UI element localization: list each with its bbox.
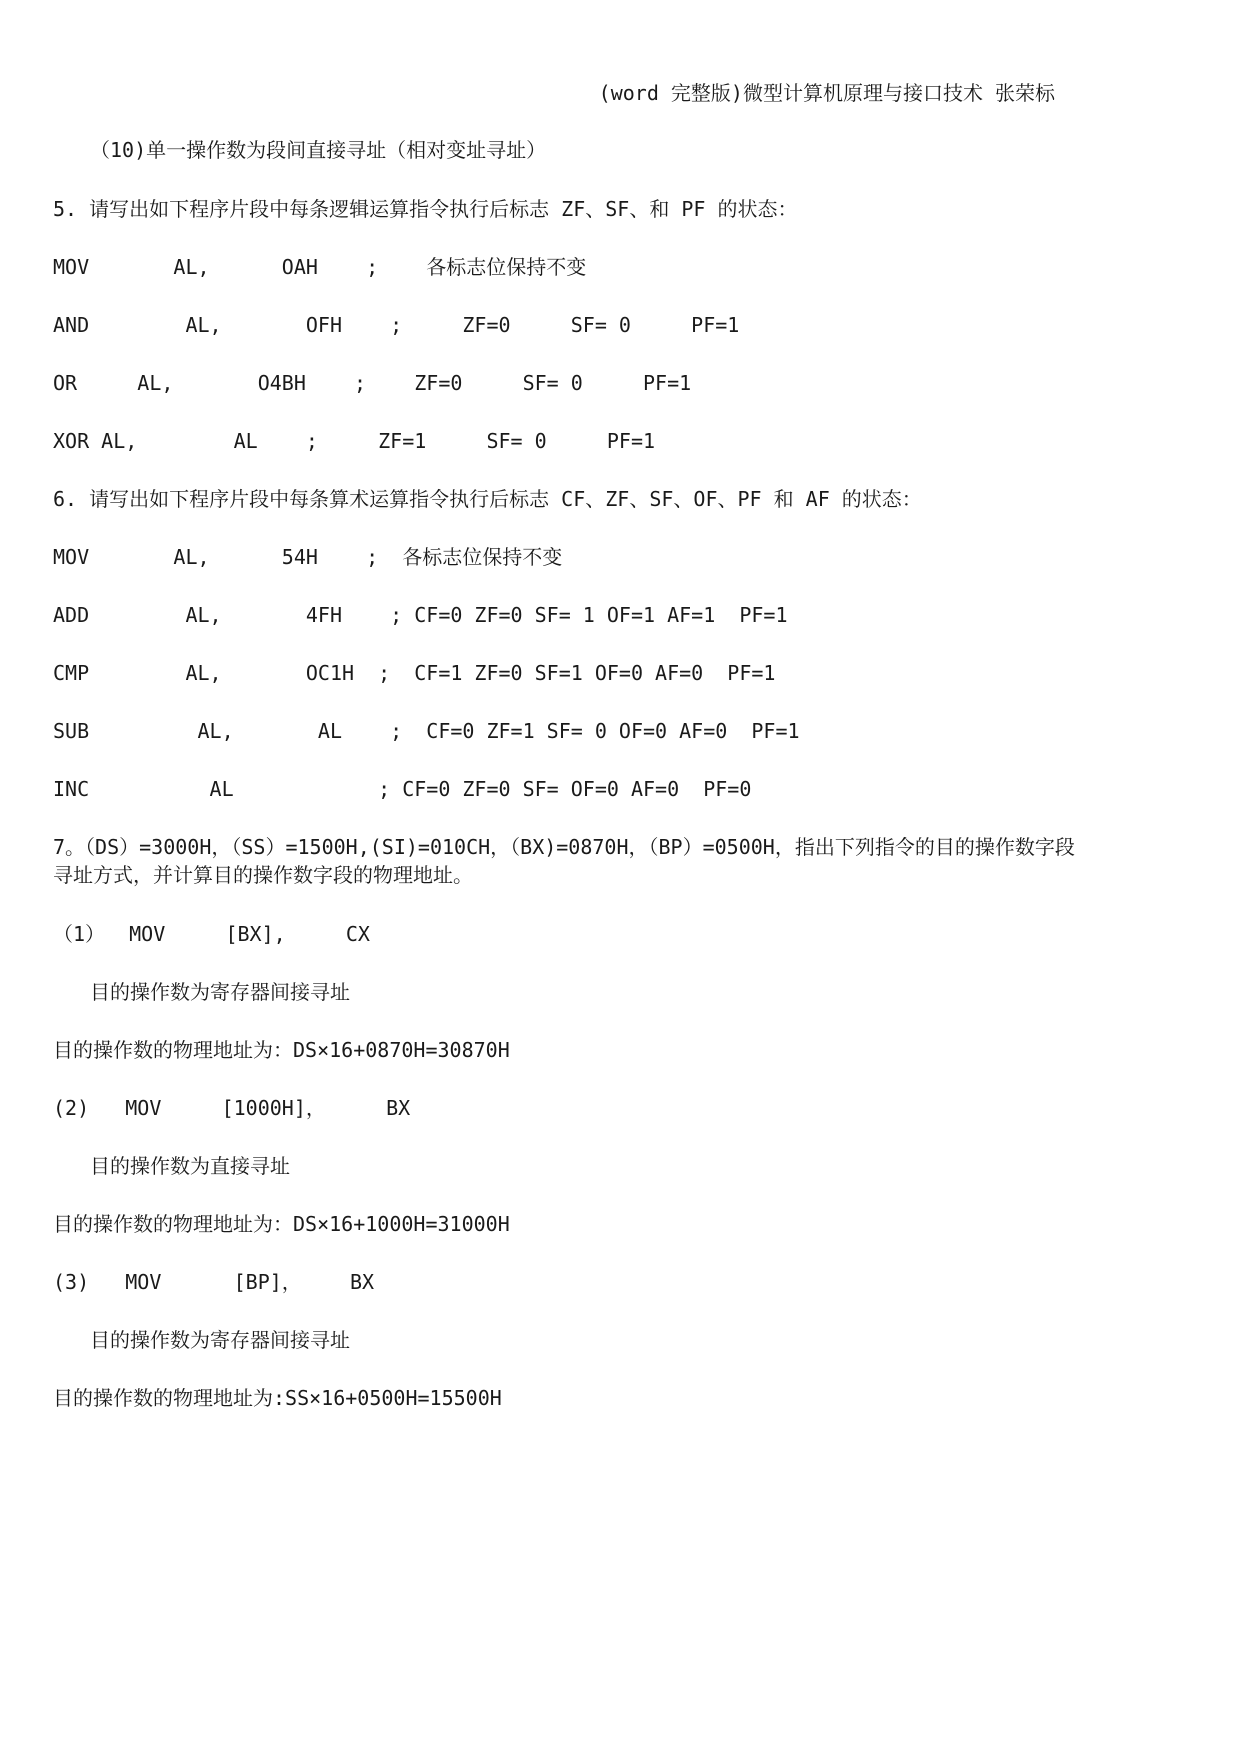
q4-item-10: （10)单一操作数为段间直接寻址（相对变址寻址） <box>90 138 547 162</box>
q7-title-line-2: 寻址方式，并计算目的操作数字段的物理地址。 <box>53 863 473 887</box>
q7-2-physical-address: 目的操作数的物理地址为：DS×16+1000H=31000H <box>53 1212 510 1236</box>
q5-code-line-3: OR AL, O4BH ; ZF=0 SF= 0 PF=1 <box>53 371 692 395</box>
q7-3-physical-address: 目的操作数的物理地址为:SS×16+0500H=15500H <box>53 1386 502 1410</box>
q6-code-line-4: SUB AL, AL ; CF=0 ZF=1 SF= 0 OF=0 AF=0 PF=1 <box>53 719 800 743</box>
q6-title: 6. 请写出如下程序片段中每条算术运算指令执行后标志 CF、ZF、SF、OF、PF 和 AF 的状态： <box>53 487 922 511</box>
q7-title-line-1: 7。（DS）=3000H，（SS）=1500H,(SI)=010CH，（BX)=0870H，（BP）=0500H，指出下列指令的目的操作数字段 <box>53 835 1075 859</box>
q6-code-line-3: CMP AL, OC1H ; CF=1 ZF=0 SF=1 OF=0 AF=0 PF=1 <box>53 661 776 685</box>
q6-code-line-2: ADD AL, 4FH ; CF=0 ZF=0 SF= 1 OF=1 AF=1 PF=1 <box>53 603 788 627</box>
page-header: (word 完整版)微型计算机原理与接口技术 张荣标 <box>598 81 1055 105</box>
q7-3-addressing-mode: 目的操作数为寄存器间接寻址 <box>90 1328 350 1352</box>
q5-code-line-2: AND AL, OFH ; ZF=0 SF= 0 PF=1 <box>53 313 740 337</box>
q6-code-line-1: MOV AL, 54H ; 各标志位保持不变 <box>53 545 563 569</box>
q6-code-line-5: INC AL ; CF=0 ZF=0 SF= OF=0 AF=0 PF=0 <box>53 777 752 801</box>
q5-title: 5. 请写出如下程序片段中每条逻辑运算指令执行后标志 ZF、SF、和 PF 的状态： <box>53 197 798 221</box>
q5-code-line-4: XOR AL, AL ; ZF=1 SF= 0 PF=1 <box>53 429 656 453</box>
q7-1-instruction: （1） MOV [BX], CX <box>53 922 370 946</box>
q7-1-addressing-mode: 目的操作数为寄存器间接寻址 <box>90 980 350 1004</box>
q5-code-line-1: MOV AL, OAH ; 各标志位保持不变 <box>53 255 587 279</box>
q7-1-physical-address: 目的操作数的物理地址为：DS×16+0870H=30870H <box>53 1038 510 1062</box>
q7-3-instruction: (3) MOV [BP]， BX <box>53 1270 375 1294</box>
q7-2-addressing-mode: 目的操作数为直接寻址 <box>90 1154 290 1178</box>
q7-2-instruction: (2) MOV [1000H]， BX <box>53 1096 411 1120</box>
